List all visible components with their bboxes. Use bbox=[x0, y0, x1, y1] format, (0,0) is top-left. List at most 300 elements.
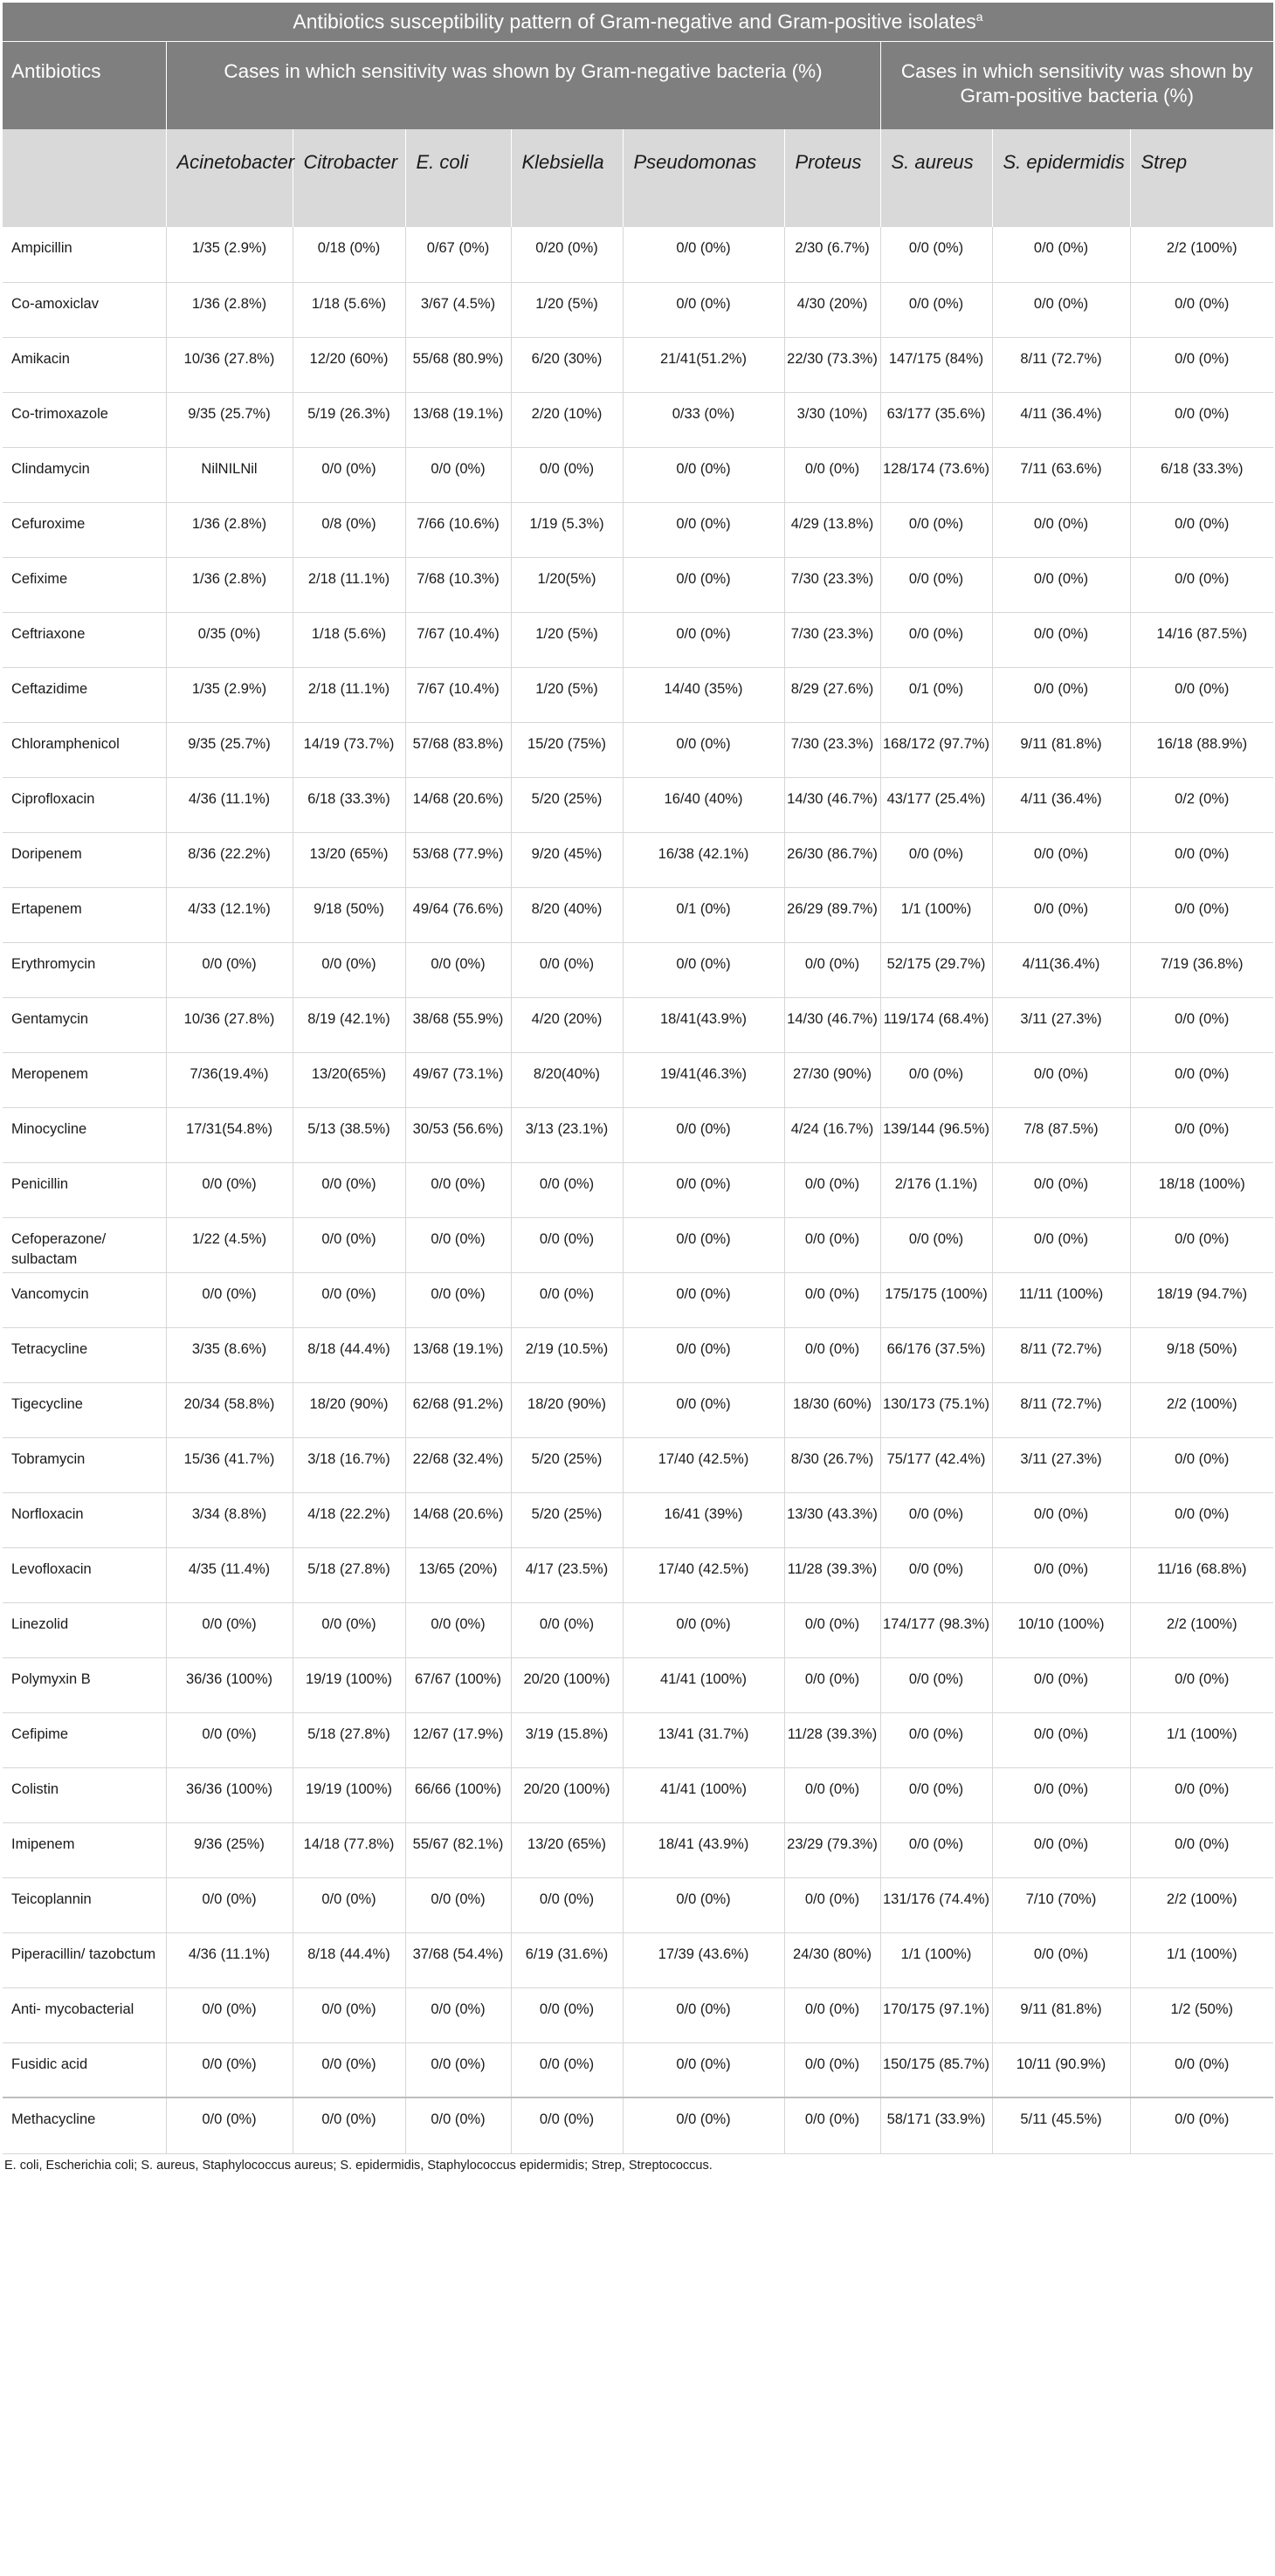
sensitivity-cell: 3/30 (10%) bbox=[784, 392, 880, 447]
sensitivity-cell: 4/11(36.4%) bbox=[992, 942, 1130, 997]
sensitivity-cell: 0/0 (0%) bbox=[623, 1987, 784, 2042]
antibiotics-header: Antibiotics bbox=[3, 42, 166, 130]
table-row bbox=[3, 337, 1273, 392]
table-row bbox=[3, 557, 1273, 612]
antibiotic-name: Ceftriaxone bbox=[3, 612, 166, 667]
sensitivity-cell: 10/36 (27.8%) bbox=[166, 337, 293, 392]
sensitivity-cell: 20/34 (58.8%) bbox=[166, 1382, 293, 1437]
sensitivity-cell: 3/11 (27.3%) bbox=[992, 997, 1130, 1052]
sensitivity-cell: 9/35 (25.7%) bbox=[166, 722, 293, 777]
caption-footnote-mark: a bbox=[975, 10, 983, 24]
sensitivity-cell: 0/0 (0%) bbox=[880, 557, 992, 612]
sensitivity-cell: 0/0 (0%) bbox=[166, 1987, 293, 2042]
sensitivity-cell: 0/0 (0%) bbox=[623, 722, 784, 777]
table-row bbox=[3, 1327, 1273, 1382]
table-row bbox=[3, 1382, 1273, 1437]
sensitivity-cell: 62/68 (91.2%) bbox=[405, 1382, 511, 1437]
sensitivity-cell: 5/18 (27.8%) bbox=[293, 1547, 405, 1602]
sensitivity-cell: 0/0 (0%) bbox=[1130, 337, 1273, 392]
sensitivity-cell: 43/177 (25.4%) bbox=[880, 777, 992, 832]
organism-column-header: Pseudomonas bbox=[623, 129, 784, 227]
sensitivity-cell: 6/18 (33.3%) bbox=[293, 777, 405, 832]
sensitivity-cell: 0/0 (0%) bbox=[880, 227, 992, 282]
sensitivity-cell: 0/0 (0%) bbox=[992, 1547, 1130, 1602]
sensitivity-cell: 0/0 (0%) bbox=[293, 1987, 405, 2042]
table-row bbox=[3, 1052, 1273, 1107]
sensitivity-cell: 0/2 (0%) bbox=[1130, 777, 1273, 832]
sensitivity-cell: 0/0 (0%) bbox=[623, 1327, 784, 1382]
sensitivity-cell: 0/0 (0%) bbox=[784, 447, 880, 502]
sensitivity-cell: 0/0 (0%) bbox=[992, 1767, 1130, 1822]
table-row bbox=[3, 1217, 1273, 1272]
sensitivity-cell: 2/2 (100%) bbox=[1130, 1877, 1273, 1932]
sensitivity-cell: 14/30 (46.7%) bbox=[784, 777, 880, 832]
sensitivity-cell: 7/30 (23.3%) bbox=[784, 612, 880, 667]
sensitivity-cell: 0/0 (0%) bbox=[1130, 392, 1273, 447]
sensitivity-cell: 24/30 (80%) bbox=[784, 1932, 880, 1987]
sensitivity-cell: 8/30 (26.7%) bbox=[784, 1437, 880, 1492]
sensitivity-cell: 0/0 (0%) bbox=[992, 1162, 1130, 1217]
table-row bbox=[3, 1602, 1273, 1657]
sensitivity-cell: 4/36 (11.1%) bbox=[166, 777, 293, 832]
sensitivity-cell: 0/0 (0%) bbox=[784, 1602, 880, 1657]
sensitivity-cell: 16/38 (42.1%) bbox=[623, 832, 784, 887]
sensitivity-cell: 0/0 (0%) bbox=[1130, 1767, 1273, 1822]
table-row bbox=[3, 1987, 1273, 2042]
sensitivity-cell: 67/67 (100%) bbox=[405, 1657, 511, 1712]
sensitivity-cell: 17/40 (42.5%) bbox=[623, 1437, 784, 1492]
sensitivity-cell: 0/0 (0%) bbox=[293, 2042, 405, 2097]
sensitivity-cell: 0/0 (0%) bbox=[1130, 997, 1273, 1052]
sensitivity-cell: 0/0 (0%) bbox=[992, 612, 1130, 667]
sensitivity-cell: 11/28 (39.3%) bbox=[784, 1712, 880, 1767]
sensitivity-cell: 18/18 (100%) bbox=[1130, 1162, 1273, 1217]
sensitivity-cell: 55/68 (80.9%) bbox=[405, 337, 511, 392]
sensitivity-cell: 0/0 (0%) bbox=[293, 942, 405, 997]
table-row bbox=[3, 1162, 1273, 1217]
table-body bbox=[3, 227, 1273, 2153]
sensitivity-cell: 0/0 (0%) bbox=[623, 1272, 784, 1327]
sensitivity-cell: 0/0 (0%) bbox=[880, 1822, 992, 1877]
sensitivity-cell: 0/0 (0%) bbox=[405, 1987, 511, 2042]
sensitivity-cell: 0/18 (0%) bbox=[293, 227, 405, 282]
table-row bbox=[3, 1712, 1273, 1767]
sensitivity-cell: 3/67 (4.5%) bbox=[405, 282, 511, 337]
antibiotic-name: Gentamycin bbox=[3, 997, 166, 1052]
sensitivity-cell: 0/0 (0%) bbox=[623, 1877, 784, 1932]
sensitivity-cell: 0/0 (0%) bbox=[1130, 502, 1273, 557]
sensitivity-cell: 8/11 (72.7%) bbox=[992, 1382, 1130, 1437]
sensitivity-cell: 6/18 (33.3%) bbox=[1130, 447, 1273, 502]
sensitivity-cell: 4/18 (22.2%) bbox=[293, 1492, 405, 1547]
sensitivity-cell: NilNILNil bbox=[166, 447, 293, 502]
table-row bbox=[3, 227, 1273, 282]
sensitivity-cell: 1/20 (5%) bbox=[511, 282, 623, 337]
sensitivity-cell: 18/20 (90%) bbox=[293, 1382, 405, 1437]
sensitivity-cell: 1/20 (5%) bbox=[511, 667, 623, 722]
sensitivity-cell: 4/11 (36.4%) bbox=[992, 777, 1130, 832]
sensitivity-cell: 1/35 (2.9%) bbox=[166, 227, 293, 282]
table-row bbox=[3, 722, 1273, 777]
table-row bbox=[3, 887, 1273, 942]
sensitivity-cell: 0/0 (0%) bbox=[166, 1602, 293, 1657]
sensitivity-cell: 7/67 (10.4%) bbox=[405, 612, 511, 667]
sensitivity-cell: 0/0 (0%) bbox=[511, 447, 623, 502]
organism-column-header: S. epidermidis bbox=[992, 129, 1130, 227]
sensitivity-cell: 8/29 (27.6%) bbox=[784, 667, 880, 722]
sensitivity-cell: 0/0 (0%) bbox=[784, 1217, 880, 1272]
sensitivity-cell: 3/34 (8.8%) bbox=[166, 1492, 293, 1547]
sensitivity-cell: 0/0 (0%) bbox=[1130, 667, 1273, 722]
sensitivity-cell: 0/0 (0%) bbox=[623, 1602, 784, 1657]
sensitivity-cell: 10/10 (100%) bbox=[992, 1602, 1130, 1657]
sensitivity-cell: 30/53 (56.6%) bbox=[405, 1107, 511, 1162]
sensitivity-cell: 0/0 (0%) bbox=[784, 942, 880, 997]
sensitivity-cell: 13/20(65%) bbox=[293, 1052, 405, 1107]
sensitivity-cell: 0/0 (0%) bbox=[784, 1327, 880, 1382]
table-row bbox=[3, 502, 1273, 557]
sensitivity-cell: 0/0 (0%) bbox=[992, 1052, 1130, 1107]
table-row bbox=[3, 1107, 1273, 1162]
organism-header-blank bbox=[3, 129, 166, 227]
sensitivity-cell: 38/68 (55.9%) bbox=[405, 997, 511, 1052]
sensitivity-cell: 0/0 (0%) bbox=[623, 1217, 784, 1272]
sensitivity-cell: 1/2 (50%) bbox=[1130, 1987, 1273, 2042]
sensitivity-cell: 5/13 (38.5%) bbox=[293, 1107, 405, 1162]
sensitivity-cell: 8/18 (44.4%) bbox=[293, 1327, 405, 1382]
table-row bbox=[3, 1932, 1273, 1987]
sensitivity-cell: 0/0 (0%) bbox=[166, 1877, 293, 1932]
sensitivity-cell: 49/67 (73.1%) bbox=[405, 1052, 511, 1107]
sensitivity-cell: 0/0 (0%) bbox=[511, 1217, 623, 1272]
antibiotic-name: Ceftazidime bbox=[3, 667, 166, 722]
sensitivity-cell: 0/1 (0%) bbox=[623, 887, 784, 942]
sensitivity-cell: 0/0 (0%) bbox=[166, 2097, 293, 2153]
sensitivity-cell: 0/0 (0%) bbox=[992, 502, 1130, 557]
sensitivity-cell: 7/36(19.4%) bbox=[166, 1052, 293, 1107]
sensitivity-cell: 14/40 (35%) bbox=[623, 667, 784, 722]
sensitivity-cell: 3/19 (15.8%) bbox=[511, 1712, 623, 1767]
antibiotic-name: Ertapenem bbox=[3, 887, 166, 942]
sensitivity-cell: 0/0 (0%) bbox=[1130, 887, 1273, 942]
sensitivity-cell: 17/40 (42.5%) bbox=[623, 1547, 784, 1602]
table-row bbox=[3, 1437, 1273, 1492]
antibiotic-name: Teicoplannin bbox=[3, 1877, 166, 1932]
sensitivity-cell: 0/0 (0%) bbox=[405, 942, 511, 997]
sensitivity-cell: 1/1 (100%) bbox=[880, 1932, 992, 1987]
sensitivity-cell: 10/36 (27.8%) bbox=[166, 997, 293, 1052]
sensitivity-cell: 0/0 (0%) bbox=[405, 1602, 511, 1657]
sensitivity-cell: 41/41 (100%) bbox=[623, 1767, 784, 1822]
sensitivity-cell: 10/11 (90.9%) bbox=[992, 2042, 1130, 2097]
sensitivity-cell: 0/0 (0%) bbox=[784, 1987, 880, 2042]
gram-positive-header: Cases in which sensitivity was shown by Gram-positive bacteria (%) bbox=[880, 42, 1273, 130]
sensitivity-cell: 2/2 (100%) bbox=[1130, 227, 1273, 282]
sensitivity-cell: 19/19 (100%) bbox=[293, 1767, 405, 1822]
sensitivity-cell: 9/35 (25.7%) bbox=[166, 392, 293, 447]
sensitivity-cell: 0/0 (0%) bbox=[880, 282, 992, 337]
sensitivity-cell: 2/20 (10%) bbox=[511, 392, 623, 447]
sensitivity-cell: 0/0 (0%) bbox=[623, 557, 784, 612]
antibiotic-name: Levofloxacin bbox=[3, 1547, 166, 1602]
sensitivity-cell: 0/0 (0%) bbox=[1130, 1217, 1273, 1272]
sensitivity-cell: 3/13 (23.1%) bbox=[511, 1107, 623, 1162]
sensitivity-cell: 9/36 (25%) bbox=[166, 1822, 293, 1877]
sensitivity-cell: 1/18 (5.6%) bbox=[293, 612, 405, 667]
sensitivity-cell: 8/20(40%) bbox=[511, 1052, 623, 1107]
sensitivity-cell: 0/0 (0%) bbox=[784, 2042, 880, 2097]
sensitivity-cell: 2/2 (100%) bbox=[1130, 1602, 1273, 1657]
susceptibility-table bbox=[3, 3, 1273, 2154]
sensitivity-cell: 9/20 (45%) bbox=[511, 832, 623, 887]
sensitivity-cell: 16/40 (40%) bbox=[623, 777, 784, 832]
sensitivity-cell: 53/68 (77.9%) bbox=[405, 832, 511, 887]
sensitivity-cell: 5/20 (25%) bbox=[511, 777, 623, 832]
table-row bbox=[3, 832, 1273, 887]
sensitivity-cell: 26/29 (89.7%) bbox=[784, 887, 880, 942]
sensitivity-cell: 0/0 (0%) bbox=[784, 1877, 880, 1932]
sensitivity-cell: 0/0 (0%) bbox=[1130, 1107, 1273, 1162]
sensitivity-cell: 0/1 (0%) bbox=[880, 667, 992, 722]
sensitivity-cell: 1/1 (100%) bbox=[1130, 1712, 1273, 1767]
sensitivity-cell: 0/0 (0%) bbox=[166, 1162, 293, 1217]
sensitivity-cell: 1/19 (5.3%) bbox=[511, 502, 623, 557]
sensitivity-cell: 8/19 (42.1%) bbox=[293, 997, 405, 1052]
sensitivity-cell: 14/19 (73.7%) bbox=[293, 722, 405, 777]
table-row bbox=[3, 1767, 1273, 1822]
sensitivity-cell: 18/19 (94.7%) bbox=[1130, 1272, 1273, 1327]
organism-column-header: E. coli bbox=[405, 129, 511, 227]
sensitivity-cell: 5/20 (25%) bbox=[511, 1492, 623, 1547]
sensitivity-cell: 0/0 (0%) bbox=[623, 447, 784, 502]
antibiotic-name: Clindamycin bbox=[3, 447, 166, 502]
sensitivity-cell: 7/67 (10.4%) bbox=[405, 667, 511, 722]
table-row bbox=[3, 1272, 1273, 1327]
sensitivity-cell: 0/0 (0%) bbox=[1130, 1657, 1273, 1712]
sensitivity-cell: 13/20 (65%) bbox=[511, 1822, 623, 1877]
table-row bbox=[3, 667, 1273, 722]
sensitivity-cell: 4/20 (20%) bbox=[511, 997, 623, 1052]
sensitivity-cell: 7/19 (36.8%) bbox=[1130, 942, 1273, 997]
sensitivity-cell: 0/0 (0%) bbox=[405, 1217, 511, 1272]
sensitivity-cell: 0/0 (0%) bbox=[992, 1492, 1130, 1547]
table-row bbox=[3, 2042, 1273, 2097]
sensitivity-cell: 58/171 (33.9%) bbox=[880, 2097, 992, 2153]
antibiotic-name: Fusidic acid bbox=[3, 2042, 166, 2097]
sensitivity-cell: 13/30 (43.3%) bbox=[784, 1492, 880, 1547]
sensitivity-cell: 66/176 (37.5%) bbox=[880, 1327, 992, 1382]
organism-column-header: S. aureus bbox=[880, 129, 992, 227]
sensitivity-cell: 15/36 (41.7%) bbox=[166, 1437, 293, 1492]
sensitivity-cell: 7/66 (10.6%) bbox=[405, 502, 511, 557]
antibiotic-name: Ciprofloxacin bbox=[3, 777, 166, 832]
antibiotic-name: Chloramphenicol bbox=[3, 722, 166, 777]
sensitivity-cell: 14/30 (46.7%) bbox=[784, 997, 880, 1052]
sensitivity-cell: 4/24 (16.7%) bbox=[784, 1107, 880, 1162]
sensitivity-cell: 9/18 (50%) bbox=[293, 887, 405, 942]
table-row bbox=[3, 942, 1273, 997]
antibiotic-name: Tobramycin bbox=[3, 1437, 166, 1492]
sensitivity-cell: 13/68 (19.1%) bbox=[405, 392, 511, 447]
sensitivity-cell: 2/19 (10.5%) bbox=[511, 1327, 623, 1382]
sensitivity-cell: 4/17 (23.5%) bbox=[511, 1547, 623, 1602]
sensitivity-cell: 0/0 (0%) bbox=[784, 1272, 880, 1327]
sensitivity-cell: 0/0 (0%) bbox=[1130, 282, 1273, 337]
antibiotic-name: Cefipime bbox=[3, 1712, 166, 1767]
sensitivity-cell: 27/30 (90%) bbox=[784, 1052, 880, 1107]
sensitivity-cell: 0/0 (0%) bbox=[992, 282, 1130, 337]
sensitivity-cell: 0/0 (0%) bbox=[511, 1272, 623, 1327]
sensitivity-cell: 7/11 (63.6%) bbox=[992, 447, 1130, 502]
sensitivity-cell: 174/177 (98.3%) bbox=[880, 1602, 992, 1657]
sensitivity-cell: 0/0 (0%) bbox=[1130, 1822, 1273, 1877]
sensitivity-cell: 139/144 (96.5%) bbox=[880, 1107, 992, 1162]
sensitivity-cell: 0/0 (0%) bbox=[623, 2097, 784, 2153]
sensitivity-cell: 0/0 (0%) bbox=[623, 227, 784, 282]
antibiotic-name: Cefuroxime bbox=[3, 502, 166, 557]
sensitivity-cell: 12/20 (60%) bbox=[293, 337, 405, 392]
sensitivity-cell: 128/174 (73.6%) bbox=[880, 447, 992, 502]
sensitivity-cell: 4/36 (11.1%) bbox=[166, 1932, 293, 1987]
sensitivity-cell: 0/20 (0%) bbox=[511, 227, 623, 282]
antibiotic-name: Vancomycin bbox=[3, 1272, 166, 1327]
table-footnote: E. coli, Escherichia coli; S. aureus, Staphylococcus aureus; S. epidermidis, Staphylococcus epidermidis; Strep, Streptococcus. bbox=[4, 2158, 713, 2173]
sensitivity-cell: 0/0 (0%) bbox=[293, 1272, 405, 1327]
sensitivity-cell: 2/176 (1.1%) bbox=[880, 1162, 992, 1217]
sensitivity-cell: 49/64 (76.6%) bbox=[405, 887, 511, 942]
antibiotic-name: Linezolid bbox=[3, 1602, 166, 1657]
sensitivity-cell: 1/36 (2.8%) bbox=[166, 502, 293, 557]
sensitivity-cell: 0/0 (0%) bbox=[293, 2097, 405, 2153]
sensitivity-cell: 0/0 (0%) bbox=[623, 282, 784, 337]
sensitivity-cell: 19/19 (100%) bbox=[293, 1657, 405, 1712]
sensitivity-cell: 0/0 (0%) bbox=[784, 1162, 880, 1217]
sensitivity-cell: 0/0 (0%) bbox=[511, 1602, 623, 1657]
sensitivity-cell: 0/0 (0%) bbox=[880, 1767, 992, 1822]
table-row bbox=[3, 1547, 1273, 1602]
sensitivity-cell: 0/0 (0%) bbox=[880, 1052, 992, 1107]
sensitivity-cell: 18/20 (90%) bbox=[511, 1382, 623, 1437]
sensitivity-cell: 2/30 (6.7%) bbox=[784, 227, 880, 282]
sensitivity-cell: 0/0 (0%) bbox=[623, 502, 784, 557]
sensitivity-cell: 0/0 (0%) bbox=[511, 2042, 623, 2097]
antibiotic-name: Ampicillin bbox=[3, 227, 166, 282]
sensitivity-cell: 36/36 (100%) bbox=[166, 1767, 293, 1822]
table-row bbox=[3, 1492, 1273, 1547]
sensitivity-cell: 2/2 (100%) bbox=[1130, 1382, 1273, 1437]
table-row bbox=[3, 612, 1273, 667]
organism-column-header: Strep bbox=[1130, 129, 1273, 227]
sensitivity-cell: 0/0 (0%) bbox=[405, 447, 511, 502]
sensitivity-cell: 0/8 (0%) bbox=[293, 502, 405, 557]
sensitivity-cell: 175/175 (100%) bbox=[880, 1272, 992, 1327]
table-wrapper bbox=[3, 3, 1273, 2173]
sensitivity-cell: 7/68 (10.3%) bbox=[405, 557, 511, 612]
sensitivity-cell: 9/18 (50%) bbox=[1130, 1327, 1273, 1382]
sensitivity-cell: 12/67 (17.9%) bbox=[405, 1712, 511, 1767]
sensitivity-cell: 21/41(51.2%) bbox=[623, 337, 784, 392]
sensitivity-cell: 0/0 (0%) bbox=[405, 1877, 511, 1932]
sensitivity-cell: 0/0 (0%) bbox=[405, 1272, 511, 1327]
sensitivity-cell: 4/29 (13.8%) bbox=[784, 502, 880, 557]
sensitivity-cell: 0/0 (0%) bbox=[992, 1712, 1130, 1767]
sensitivity-cell: 66/66 (100%) bbox=[405, 1767, 511, 1822]
sensitivity-cell: 19/41(46.3%) bbox=[623, 1052, 784, 1107]
sensitivity-cell: 75/177 (42.4%) bbox=[880, 1437, 992, 1492]
sensitivity-cell: 0/0 (0%) bbox=[293, 1877, 405, 1932]
sensitivity-cell: 1/36 (2.8%) bbox=[166, 282, 293, 337]
sensitivity-cell: 0/0 (0%) bbox=[623, 612, 784, 667]
sensitivity-cell: 17/31(54.8%) bbox=[166, 1107, 293, 1162]
sensitivity-cell: 5/11 (45.5%) bbox=[992, 2097, 1130, 2153]
table-row bbox=[3, 1657, 1273, 1712]
sensitivity-cell: 1/1 (100%) bbox=[880, 887, 992, 942]
sensitivity-cell: 5/20 (25%) bbox=[511, 1437, 623, 1492]
antibiotic-name: Erythromycin bbox=[3, 942, 166, 997]
table-row bbox=[3, 1877, 1273, 1932]
sensitivity-cell: 0/0 (0%) bbox=[623, 942, 784, 997]
sensitivity-cell: 8/20 (40%) bbox=[511, 887, 623, 942]
sensitivity-cell: 63/177 (35.6%) bbox=[880, 392, 992, 447]
sensitivity-cell: 7/30 (23.3%) bbox=[784, 722, 880, 777]
sensitivity-cell: 18/30 (60%) bbox=[784, 1382, 880, 1437]
sensitivity-cell: 41/41 (100%) bbox=[623, 1657, 784, 1712]
sensitivity-cell: 57/68 (83.8%) bbox=[405, 722, 511, 777]
sensitivity-cell: 0/67 (0%) bbox=[405, 227, 511, 282]
antibiotic-name: Imipenem bbox=[3, 1822, 166, 1877]
sensitivity-cell: 2/18 (11.1%) bbox=[293, 667, 405, 722]
sensitivity-cell: 8/36 (22.2%) bbox=[166, 832, 293, 887]
sensitivity-cell: 150/175 (85.7%) bbox=[880, 2042, 992, 2097]
sensitivity-cell: 14/16 (87.5%) bbox=[1130, 612, 1273, 667]
sensitivity-cell: 13/20 (65%) bbox=[293, 832, 405, 887]
antibiotic-name: Norfloxacin bbox=[3, 1492, 166, 1547]
sensitivity-cell: 22/30 (73.3%) bbox=[784, 337, 880, 392]
sensitivity-cell: 20/20 (100%) bbox=[511, 1657, 623, 1712]
sensitivity-cell: 0/0 (0%) bbox=[511, 1162, 623, 1217]
sensitivity-cell: 2/18 (11.1%) bbox=[293, 557, 405, 612]
sensitivity-cell: 8/11 (72.7%) bbox=[992, 1327, 1130, 1382]
sensitivity-cell: 0/0 (0%) bbox=[405, 2042, 511, 2097]
sensitivity-cell: 0/0 (0%) bbox=[784, 1657, 880, 1712]
sensitivity-cell: 0/0 (0%) bbox=[293, 1602, 405, 1657]
antibiotic-name: Doripenem bbox=[3, 832, 166, 887]
sensitivity-cell: 130/173 (75.1%) bbox=[880, 1382, 992, 1437]
organism-header-row bbox=[3, 129, 1273, 227]
organism-column-header: Klebsiella bbox=[511, 129, 623, 227]
sensitivity-cell: 0/0 (0%) bbox=[992, 1217, 1130, 1272]
sensitivity-cell: 0/0 (0%) bbox=[1130, 1052, 1273, 1107]
sensitivity-cell: 0/0 (0%) bbox=[992, 887, 1130, 942]
sensitivity-cell: 168/172 (97.7%) bbox=[880, 722, 992, 777]
sensitivity-cell: 5/19 (26.3%) bbox=[293, 392, 405, 447]
sensitivity-cell: 119/174 (68.4%) bbox=[880, 997, 992, 1052]
sensitivity-cell: 0/0 (0%) bbox=[511, 942, 623, 997]
antibiotic-name: Co-amoxiclav bbox=[3, 282, 166, 337]
sensitivity-cell: 4/33 (12.1%) bbox=[166, 887, 293, 942]
sensitivity-cell: 18/41(43.9%) bbox=[623, 997, 784, 1052]
antibiotic-name: Anti- mycobacterial bbox=[3, 1987, 166, 2042]
sensitivity-cell: 0/0 (0%) bbox=[880, 1217, 992, 1272]
sensitivity-cell: 11/28 (39.3%) bbox=[784, 1547, 880, 1602]
sensitivity-cell: 13/65 (20%) bbox=[405, 1547, 511, 1602]
caption-text: Antibiotics susceptibility pattern of Gram-negative and Gram-positive isolates bbox=[293, 10, 976, 33]
antibiotic-name: Meropenem bbox=[3, 1052, 166, 1107]
sensitivity-cell: 7/30 (23.3%) bbox=[784, 557, 880, 612]
antibiotic-name: Amikacin bbox=[3, 337, 166, 392]
antibiotic-name: Minocycline bbox=[3, 1107, 166, 1162]
sensitivity-cell: 4/11 (36.4%) bbox=[992, 392, 1130, 447]
